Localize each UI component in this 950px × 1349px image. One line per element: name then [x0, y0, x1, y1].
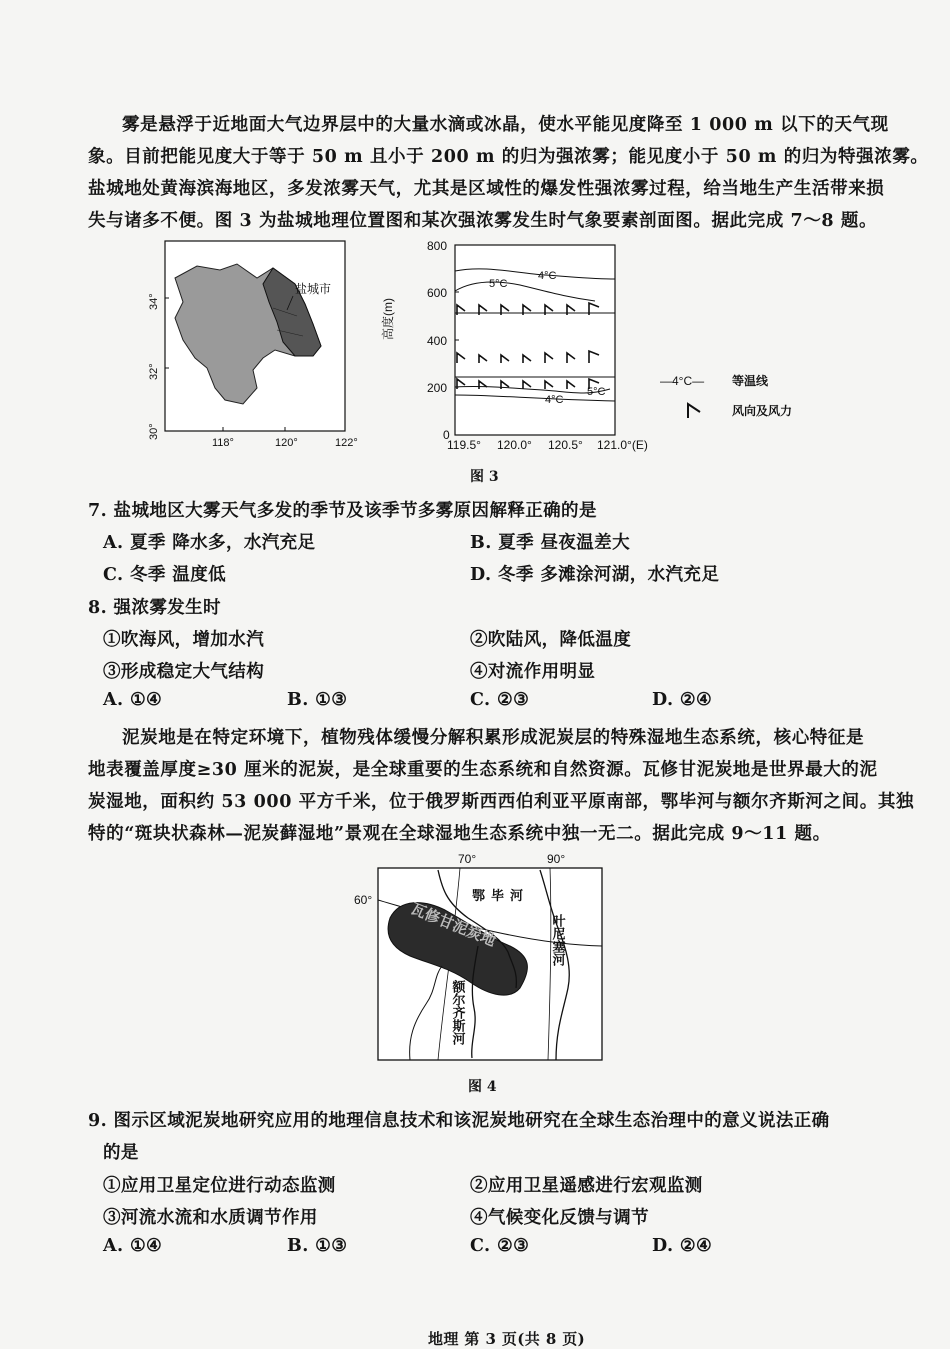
y-tick-label: 400	[427, 334, 448, 348]
q9-option-c[interactable]: C. ②③	[470, 1236, 530, 1256]
isotherm-label: 5°C	[489, 278, 508, 290]
q8-stem: 8. 强浓雾发生时	[88, 598, 221, 618]
map-lat-label: 32°	[148, 363, 160, 380]
q7-option-a[interactable]: A. 夏季 降水多，水汽充足	[103, 533, 316, 553]
q8-option-b[interactable]: B. ①③	[287, 690, 348, 710]
legend-wind-text: 风向及风力	[732, 404, 793, 418]
x-tick-label: 119.5°	[447, 438, 481, 452]
x-tick-label: 120.5°	[548, 438, 583, 452]
passage-2-line: 泥炭地是在特定环境下，植物残体缓慢分解积累形成泥炭层的特殊湿地生态系统，核心特征是	[122, 728, 865, 748]
fig3-profile-chart	[381, 235, 675, 460]
q8-option-d[interactable]: D. ②④	[652, 690, 713, 710]
passage-1	[88, 109, 929, 237]
isotherm-label: 4°C	[538, 270, 557, 282]
map-lon-label: 120°	[275, 437, 298, 449]
isotherm-label: 5°C	[587, 386, 606, 398]
q9-option-b[interactable]: B. ①③	[287, 1236, 348, 1256]
q9-stem: 9. 图示区域泥炭地研究应用的地理信息技术和该泥炭地研究在全球生态治理中的意义说法正确	[88, 1111, 830, 1131]
legend-isotherm-text: 等温线	[732, 374, 769, 388]
q9-statement-3: ③河流水流和水质调节作用	[103, 1208, 318, 1228]
fig4-lon-label: 70°	[458, 852, 477, 866]
isotherm-label: 4°C	[545, 394, 564, 406]
y-tick-label: 600	[427, 286, 448, 300]
fig4-peatland-map	[350, 848, 620, 1063]
map-city-label: 盐城市	[295, 282, 332, 296]
q9-option-d[interactable]: D. ②④	[652, 1236, 713, 1256]
passage-2	[88, 722, 915, 850]
q9-statement-2: ②应用卫星遥感进行宏观监测	[470, 1176, 703, 1196]
q7-option-c[interactable]: C. 冬季 温度低	[103, 565, 226, 585]
passage-2-line: 地表覆盖厚度≥30 厘米的泥炭，是全球重要的生态系统和自然资源。瓦修甘泥炭地是世界最大的泥	[88, 760, 878, 780]
q7-option-d[interactable]: D. 冬季 多滩涂河湖，水汽充足	[470, 565, 720, 585]
fig4-region-label: 瓦修甘泥炭地	[408, 900, 498, 950]
page-footer: 地理 第 3 页(共 8 页)	[428, 1330, 586, 1348]
q9-stem-cont: 的是	[103, 1143, 139, 1163]
river-ob-label: 鄂毕河	[472, 888, 530, 903]
q8-option-c[interactable]: C. ②③	[470, 690, 530, 710]
wind-barb-icon	[688, 404, 700, 418]
passage-2-line: 炭湿地，面积约 53 000 平方千米，位于俄罗斯西西伯利亚平原南部，鄂毕河与额尔齐斯河之间。其独	[88, 792, 915, 812]
fig3-location-map	[125, 238, 375, 453]
map-lon-label: 118°	[212, 437, 234, 449]
q9-statement-4: ④气候变化反馈与调节	[470, 1208, 649, 1228]
passage-2-line: 特的“斑块状森林—泥炭藓湿地”景观在全球湿地生态系统中独一无二。据此完成 9～11 题。	[88, 824, 831, 844]
fig4-lon-label: 90°	[547, 852, 566, 866]
q8-statement-4: ④对流作用明显	[470, 662, 596, 682]
x-tick-label: 120.0°	[497, 438, 532, 452]
q7-stem: 7. 盐城地区大雾天气多发的季节及该季节多雾原因解释正确的是	[88, 501, 597, 521]
legend-isotherm-symbol: —4°C—	[660, 374, 705, 388]
y-tick-label: 200	[427, 381, 448, 395]
map-lat-label: 30°	[148, 423, 160, 440]
fig4-lat-label: 60°	[354, 893, 373, 907]
river-yenisei-label: 叶尼塞河	[550, 914, 566, 966]
fig4-caption: 图 4	[468, 1079, 497, 1095]
q8-statement-1: ①吹海风，增加水汽	[103, 630, 265, 650]
q8-option-a[interactable]: A. ①④	[103, 690, 163, 710]
map-lat-label: 34°	[148, 293, 160, 310]
y-tick-label: 0	[443, 428, 450, 442]
passage-1-line: 象。目前把能见度大于等于 50 m 且小于 200 m 的归为强浓雾；能见度小于 50 m 的归为特强浓雾。	[88, 147, 929, 167]
fig3-caption: 图 3	[470, 469, 499, 485]
q9-statement-1: ①应用卫星定位进行动态监测	[103, 1176, 336, 1196]
y-tick-label: 800	[427, 239, 448, 253]
map-lon-label: 122°	[335, 437, 358, 449]
passage-1-line: 失与诸多不便。图 3 为盐城地理位置图和某次强浓雾发生时气象要素剖面图。据此完成 7～8 题。	[88, 211, 878, 231]
q7-option-b[interactable]: B. 夏季 昼夜温差大	[470, 533, 630, 553]
q9-option-a[interactable]: A. ①④	[103, 1236, 163, 1256]
q8-statement-3: ③形成稳定大气结构	[103, 662, 265, 682]
passage-1-line: 盐城地处黄海滨海地区，多发浓雾天气，尤其是区域性的爆发性强浓雾过程，给当地生产生活带来损	[88, 179, 885, 199]
q8-statement-2: ②吹陆风，降低温度	[470, 630, 632, 650]
river-irtysh-label: 额尔齐斯河	[450, 980, 466, 1045]
fig3-legend	[660, 368, 830, 423]
x-tick-label: 121.0°(E)	[597, 438, 648, 452]
passage-1-line: 雾是悬浮于近地面大气边界层中的大量水滴或冰晶，使水平能见度降至 1 000 m 以下的天气现	[122, 115, 889, 135]
y-axis-label: 高度(m)	[381, 298, 395, 340]
